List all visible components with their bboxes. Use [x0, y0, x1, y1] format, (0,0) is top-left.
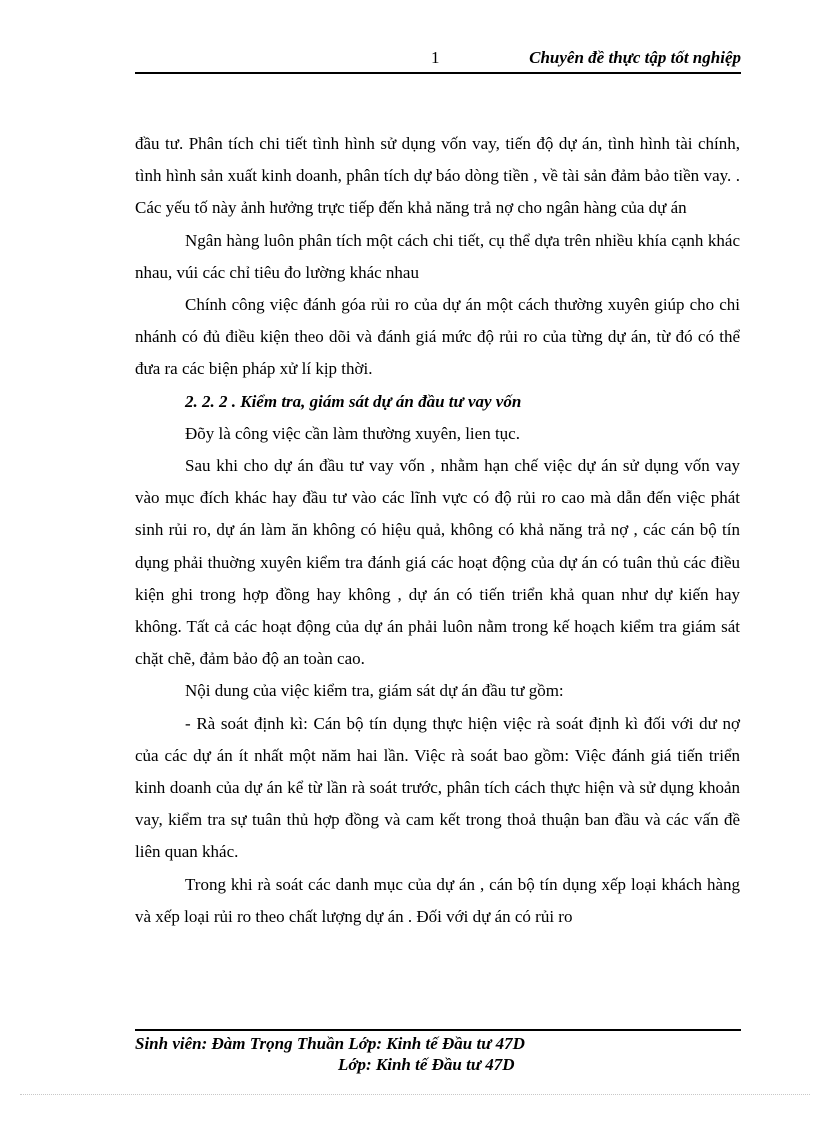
header-divider [135, 72, 741, 74]
paragraph-monitoring: Sau khi cho dự án đầu tư vay vốn , nhằm hạn chế việc dự án sử dụng vốn vay vào mục đích khác hay đầu tư vào các lĩnh vực có độ rủi ro cao mà dẫn đến việc phát sinh rủi ro, dự án làm ăn không có hiệu quả, không có khả năng trả nợ , các cán bộ tín dụng phải thuờng xuyên kiểm tra đánh giá các hoạt động của dự án có tuân thủ các điều kiện ghi trong hợp đồng hay không , dự án có tiến triển khả quan như dự kiến hay không. Tất cả các hoạt động của dự án phải luôn nằm trong kế hoạch kiểm tra giám sát chặt chẽ, đảm bảo độ an toàn cao. [135, 456, 740, 669]
footer-student: Sinh viên: Đàm Trọng Thuần Lớp: Kinh tế Đầu tư 47D [135, 1034, 525, 1053]
section-heading: 2. 2. 2 . Kiểm tra, giám sát dự án đầu tư vay vốn [185, 391, 522, 411]
page-header [135, 48, 741, 74]
page-bottom-border [20, 1094, 810, 1095]
page-number: 1 [431, 48, 440, 67]
footer-class: Lớp: Kinh tế Đầu tư 47D [338, 1055, 515, 1074]
header-title: Chuyên đề thực tập tốt nghiệp [529, 48, 741, 67]
paragraph-bank-analysis: Ngân hàng luôn phân tích một cách chi tiết, cụ thể dựa trên nhiều khía cạnh khác nhau, vúi các chỉ tiêu đo lường khác nhau [135, 230, 740, 282]
paragraph-content-intro: Nội dung của việc kiểm tra, giám sát dự án đầu tư gồm: [185, 681, 564, 701]
paragraph-regular-work: Đõy là công việc cần làm thường xuyên, lien tục. [185, 423, 520, 443]
document-body [135, 128, 740, 933]
paragraph-periodic-review: - Rà soát định kì: Cán bộ tín dụng thực hiện việc rà soát định kì đối với dư nợ của các dự án ít nhất một năm hai lần. Việc rà soát bao gồm: Việc đánh giá tiến triển kinh doanh của dự án kể từ lần rà soát trước, phân tích cách thực hiện và sử dụng khoản vay, kiểm tra sự tuân thủ hợp đồng và cam kết trong thoả thuận ban đầu và các vấn đề liên quan khác. [135, 713, 740, 862]
footer-divider [135, 1029, 741, 1031]
paragraph-continuation: đầu tư. Phân tích chi tiết tình hình sử dụng vốn vay, tiến độ dự án, tình hình tài chính, tình hình sản xuất kinh doanh, phân tích dự báo dòng tiền , về tài sản đảm bảo tiền vay. . Các yếu tố này ảnh hưởng trực tiếp đến khả năng trả nợ cho ngân hàng của dự án [135, 134, 740, 218]
paragraph-risk-assessment: Chính công việc đánh góa rủi ro của dự án một cách thường xuyên giúp cho chi nhánh có đủ điều kiện theo dõi và đánh giá mức độ rủi ro của từng dự án, từ đó có thể đưa ra các biện pháp xử lí kịp thời. [135, 295, 740, 379]
paragraph-classification: Trong khi rà soát các danh mục của dự án , cán bộ tín dụng xếp loại khách hàng và xếp loại rủi ro theo chất lượng dự án . Đối với dự án có rủi ro [135, 874, 740, 926]
